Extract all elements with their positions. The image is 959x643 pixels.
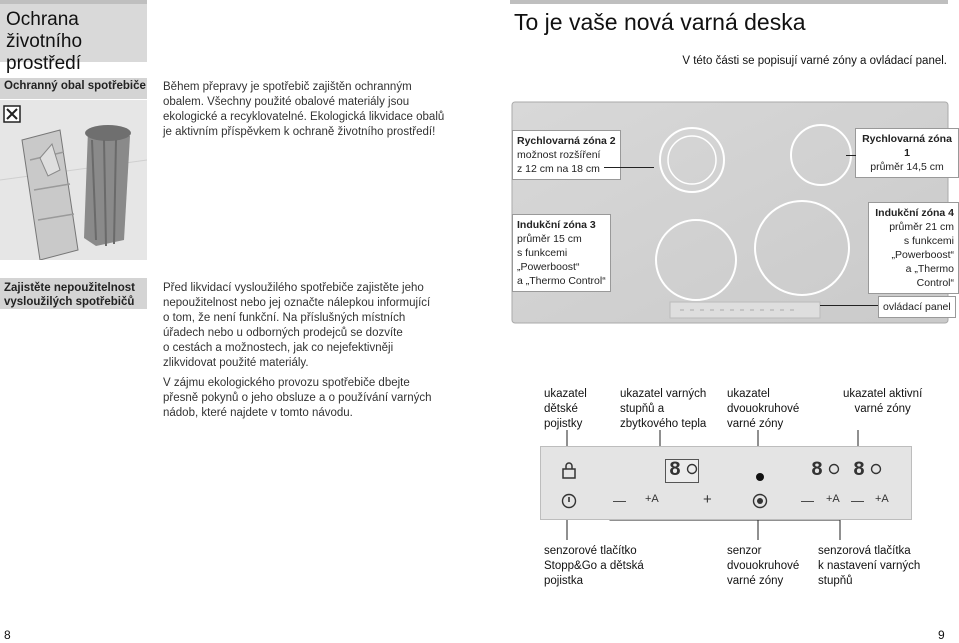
text-line: Před likvidací vysloužilého spotřebiče zajistěte jeho	[163, 282, 424, 294]
text-line: obalem. Všechny použité obalové materiály jsou	[163, 96, 410, 108]
label-line: a „Thermo Control“	[517, 275, 606, 287]
text-line: nádob, které najdete v tomto návodu.	[163, 407, 353, 419]
dual-zone-indicator-label	[727, 387, 799, 432]
section-packaging-text	[163, 80, 444, 140]
label-line: Rychlovarná zóna 2	[517, 135, 616, 147]
label-line: senzor	[727, 545, 762, 557]
label-line: stupňů	[818, 575, 853, 587]
leader-line	[604, 167, 654, 168]
label-line: Stopp&Go a dětská	[544, 560, 644, 572]
power-level-display: 8	[811, 459, 824, 482]
label-line: z 12 cm na 18 cm	[517, 163, 600, 175]
power-sensor-label	[818, 544, 920, 589]
active-zone-indicator-label	[843, 387, 922, 417]
stop-go-button[interactable]	[561, 493, 577, 509]
residual-heat-icon	[686, 463, 698, 475]
heading-line: vysloužilých spotřebičů	[4, 296, 135, 308]
power-level-indicator-label	[620, 387, 706, 432]
label-line: varné zóny	[727, 575, 784, 587]
label-line: „Powerboost“	[891, 249, 954, 261]
lock-icon	[561, 461, 577, 479]
page-subtitle: V této části se popisují varné zóny a ovládací panel.	[682, 55, 947, 67]
child-lock-indicator-label	[544, 387, 587, 432]
label-line: Indukční zóna 3	[517, 219, 596, 231]
text-line: úřadech nebo u odborných prodejců se dozvíte	[163, 327, 403, 339]
label-line: průměr 14,5 cm	[870, 161, 944, 173]
label-line: ukazatel aktivní	[843, 388, 923, 400]
label-line: pojistka	[544, 575, 583, 587]
page-number-right: 9	[938, 628, 945, 642]
dual-zone-indicator-dot	[756, 473, 764, 481]
stop-go-sensor-label	[544, 544, 644, 589]
leader-line	[846, 155, 856, 156]
dual-zone-button[interactable]	[752, 493, 768, 509]
page-number-left: 8	[4, 628, 11, 642]
minus-button[interactable]: —	[613, 493, 626, 508]
label-line: s funkcemi	[903, 235, 954, 247]
label-line: průměr 15 cm	[517, 233, 582, 245]
boost-plus-button[interactable]: +A	[875, 493, 889, 505]
text-line: zlikvidovat použité materiály.	[163, 357, 309, 369]
text-line: přesně pokynů o jeho obsluze a o používání varných	[163, 392, 432, 404]
text-line: je aktivním příspěvkem k ochraně životního prostředí!	[163, 126, 436, 138]
text-line: ekologické a recyklovatelné. Ekologická likvidace obalů	[163, 111, 445, 123]
label-line: dětské	[544, 403, 578, 415]
title-rule	[510, 0, 948, 4]
text-line: V zájmu ekologického provozu spotřebiče dbejte	[163, 377, 410, 389]
text-line: o cestách a možnostech, jak co nejefektivněji	[163, 342, 394, 354]
section-disposal-heading	[0, 278, 147, 309]
zone-4-label	[868, 202, 959, 294]
power-level-display: 8	[669, 459, 682, 482]
label-line: pojistky	[544, 418, 583, 430]
zone-1-label	[855, 128, 959, 178]
control-panel	[540, 446, 912, 520]
leader-line	[820, 305, 878, 306]
text-line: nepoužitelnost nebo jej označte nálepkou informující	[163, 297, 431, 309]
power-level-display: 8	[853, 459, 866, 482]
label-line: s funkcemi	[517, 247, 568, 259]
section-packaging-heading: Ochranný obal spotřebiče	[0, 78, 147, 99]
panel-label: ovládací panel	[878, 296, 956, 318]
label-line: Indukční zóna 4	[875, 207, 954, 219]
heading-line: Zajistěte nepoužitelnost	[4, 282, 135, 294]
section-eco-text	[163, 376, 432, 421]
zone-3-label	[512, 214, 611, 292]
left-title-line2: prostředí	[6, 53, 81, 74]
label-line: ukazatel	[544, 388, 587, 400]
plus-button[interactable]: +	[703, 491, 712, 508]
text-line: Během přepravy je spotřebič zajištěn ochranným	[163, 81, 412, 93]
label-line: „Powerboost“	[517, 261, 580, 273]
label-line: dvouokruhové	[727, 560, 800, 572]
dual-zone-sensor-label	[727, 544, 799, 589]
section-disposal-text	[163, 281, 430, 371]
label-line: k nastavení varných	[818, 560, 921, 572]
minus-button[interactable]: —	[801, 493, 814, 508]
label-line: ukazatel varných	[620, 388, 707, 400]
recycle-bin-illustration	[0, 100, 147, 260]
label-line: možnost rozšíření	[517, 149, 601, 161]
label-line: stupňů a	[620, 403, 665, 415]
label-line: ukazatel	[727, 388, 770, 400]
label-line: varné zóny	[727, 418, 784, 430]
label-line: zbytkového tepla	[620, 418, 707, 430]
left-title-line1: Ochrana životního	[6, 9, 83, 52]
label-line: průměr 21 cm	[889, 221, 954, 233]
text-line: o tom, že není funkční. Na příslušných místních	[163, 312, 406, 324]
page-title: To je vaše nová varná deska	[514, 9, 806, 35]
residual-heat-icon	[870, 463, 882, 475]
zone-2-label	[512, 130, 621, 180]
boost-plus-button[interactable]: +A	[645, 493, 659, 505]
label-line: senzorové tlačítko	[544, 545, 637, 557]
residual-heat-icon	[828, 463, 840, 475]
label-line: a „Thermo Control“	[905, 263, 954, 289]
label-line: varné zóny	[854, 403, 911, 415]
minus-button[interactable]: —	[851, 493, 864, 508]
label-line: senzorová tlačítka	[818, 545, 911, 557]
label-line: Rychlovarná zóna 1	[862, 133, 952, 159]
boost-plus-button[interactable]: +A	[826, 493, 840, 505]
label-line: dvouokruhové	[727, 403, 800, 415]
left-title-block	[0, 0, 147, 74]
